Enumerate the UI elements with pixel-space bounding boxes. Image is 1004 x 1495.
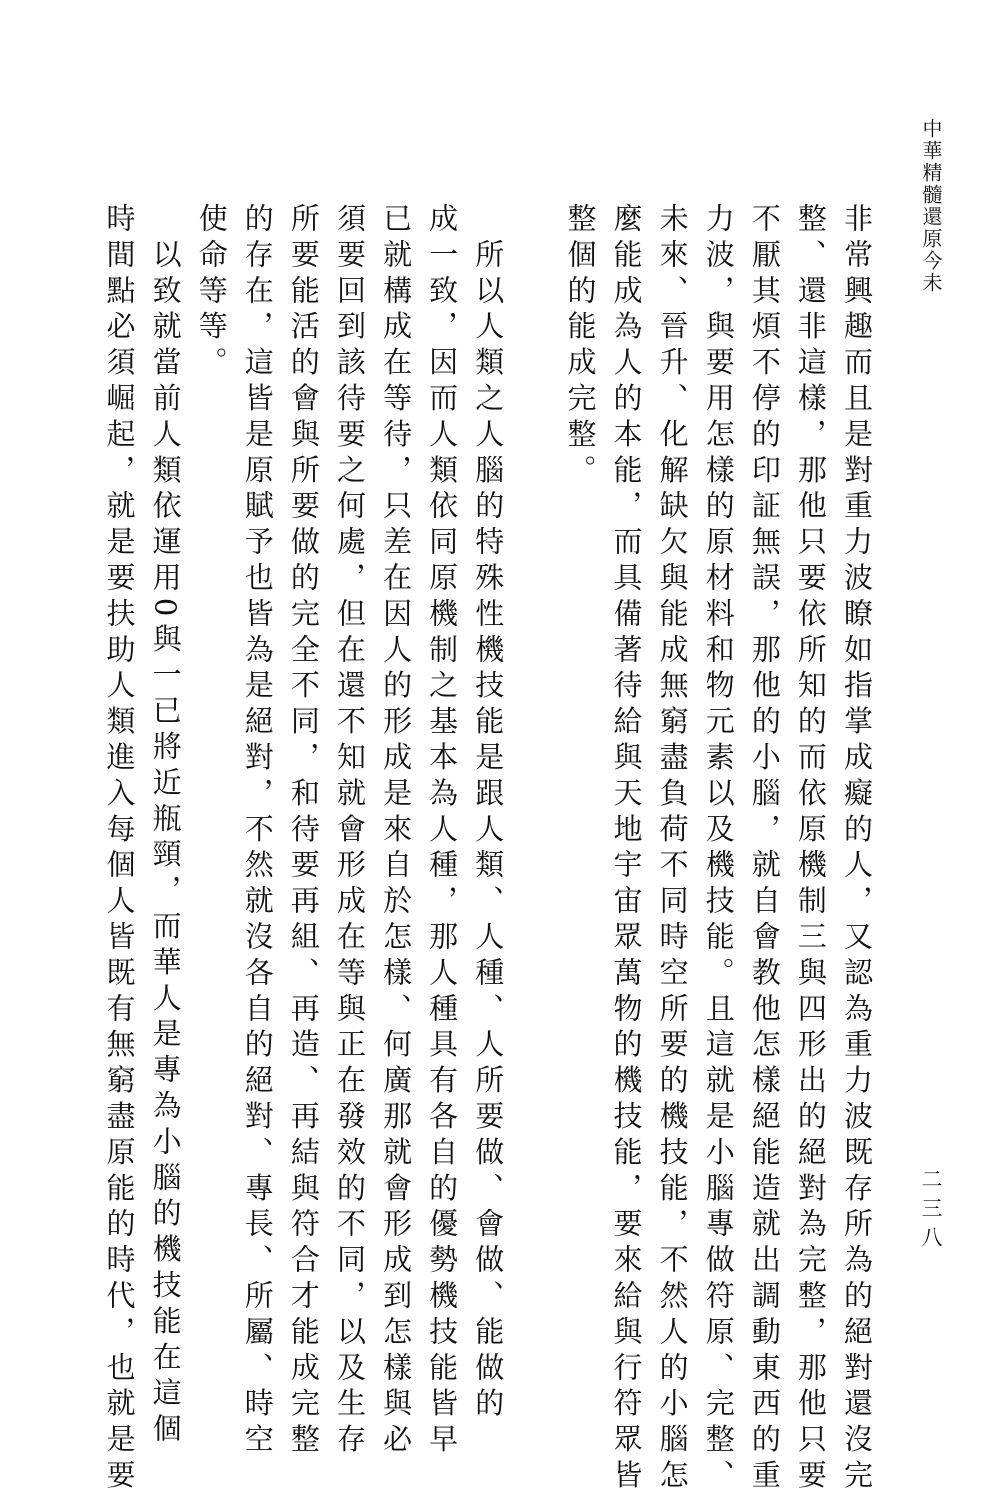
body-text [102,203,880,1495]
text-line: 所以人類之人腦的特殊性機技能是跟人類、人種、人所要做、會做、能做的 [471,203,506,1424]
page-number: 二三八 [919,1168,943,1255]
text-line: 成一致，因而人類依同原機制之基本為人種，那人種具有各自的優勢機技能皆早 [425,203,460,1460]
text-line: 未來、晉升、化解缺欠與能成無窮盡負荷不同時空所要的機技能，不然人的小腦怎 [655,203,690,1495]
text-line: 整、還非這樣，那他只要依所知的而依原機制三與四形出的絕對為完整，那他只要 [793,203,828,1495]
running-header-book-title: 中華精髓還原今未 [919,118,943,294]
text-line: 力波，與要用怎樣的原材料和物元素以及機技能。且這就是小腦專做符原、完整、 [701,203,736,1495]
text-line: 的存在，這皆是原賦予也皆為是絕對，不然就沒各自的絕對、專長、所屬、時空 [240,203,275,1460]
text-line: 時間點必須崛起，就是要扶助人類進入每個人皆既有無窮盡原能的時代，也就是要 [102,203,137,1495]
text-line: 須要回到該待要之何處，但在還不知就會形成在等與正在發效的不同，以及生存 [332,203,367,1460]
text-line: 已就構成在等待，只差在因人的形成是來自於怎樣、何廣那就會形成到怎樣與必 [379,203,414,1460]
text-line: 使命等等。 [194,203,229,383]
text-line: 不厭其煩不停的印証無誤，那他的小腦，就自會教他怎樣絕能造就出調動東西的重 [747,203,782,1495]
text-line: 以致就當前人類依運用0與一已將近瓶頸，而華人是專為小腦的機技能在這個 [148,203,183,1449]
text-line: 所要能活的會與所要做的完全不同，和待要再組、再造、再結與符合才能成完整 [286,203,321,1460]
paragraph-gap [511,203,557,1283]
text-line: 麼能成為人的本能，而具備著待給與天地宇宙眾萬物的機技能，要來給與行符眾皆 [609,203,644,1495]
text-line: 整個的能成完整。 [563,203,598,491]
text-line: 非常興趣而且是對重力波瞭如指掌成癡的人，又認為重力波既存所為的絕對還沒完 [840,203,874,1495]
